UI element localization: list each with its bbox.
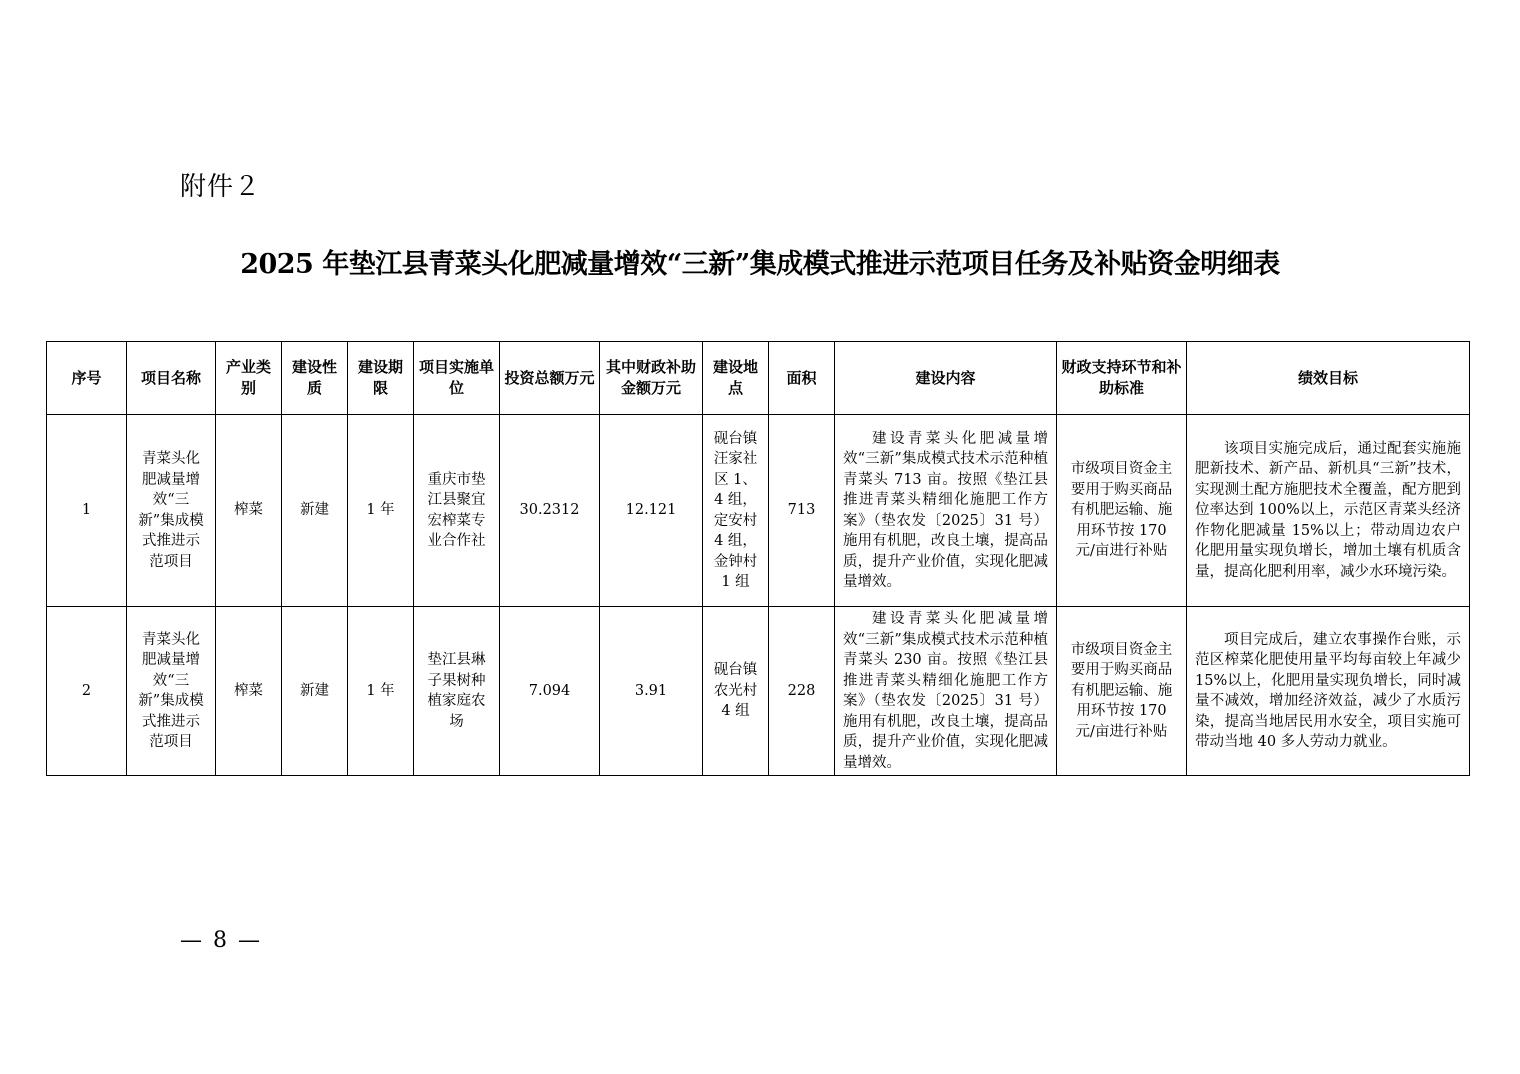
table-row	[47, 415, 1470, 607]
page-number: — 8 —	[180, 928, 262, 953]
cell-content: 建设青菜头化肥减量增效“三新”集成模式技术示范种植青菜头 230 亩。按照《垫江县推进青菜头精细化施肥工作方案》（垫农发〔2025〕31 号）施用有机肥，改良土壤，提高品质，提升产业价值，实现化肥减量增效。	[835, 607, 1057, 776]
cell-no: 2	[47, 607, 127, 776]
cell-period: 1 年	[348, 607, 414, 776]
table-row	[47, 607, 1470, 776]
header-cell-period: 建设期限	[348, 342, 414, 415]
cell-name: 青菜头化肥减量增效“三新”集成模式推进示范项目	[127, 415, 216, 607]
cell-category: 榨菜	[216, 607, 282, 776]
cell-subsidy: 12.121	[600, 415, 703, 607]
cell-nature: 新建	[282, 415, 348, 607]
cell-support: 市级项目资金主要用于购买商品有机肥运输、施用环节按 170 元/亩进行补贴	[1057, 415, 1187, 607]
attachment-label: 附件２	[180, 172, 262, 202]
cell-subsidy: 3.91	[600, 607, 703, 776]
header-cell-support: 财政支持环节和补助标准	[1057, 342, 1187, 415]
cell-investment: 7.094	[500, 607, 600, 776]
cell-area: 713	[769, 415, 835, 607]
cell-unit: 重庆市垫江县聚宜宏榨菜专业合作社	[414, 415, 500, 607]
cell-investment: 30.2312	[500, 415, 600, 607]
header-cell-location: 建设地点	[703, 342, 769, 415]
header-cell-no: 序号	[47, 342, 127, 415]
header-cell-name: 项目名称	[127, 342, 216, 415]
cell-no: 1	[47, 415, 127, 607]
table-header-row	[47, 342, 1470, 415]
header-cell-content: 建设内容	[835, 342, 1057, 415]
cell-goal: 该项目实施完成后，通过配套实施施肥新技术、新产品、新机具“三新”技术，实现测土配方施肥技术全覆盖，配方肥到位率达到 100%以上，示范区青菜头经济作物化肥减量 15%以上；带动周边农户化肥用量实现负增长，增加土壤有机质含量，提高化肥利用率，减少水环境污染。	[1187, 415, 1470, 607]
header-cell-category: 产业类别	[216, 342, 282, 415]
header-cell-investment: 投资总额万元	[500, 342, 600, 415]
cell-support: 市级项目资金主要用于购买商品有机肥运输、施用环节按 170 元/亩进行补贴	[1057, 607, 1187, 776]
header-cell-area: 面积	[769, 342, 835, 415]
cell-content: 建设青菜头化肥减量增效“三新”集成模式技术示范种植青菜头 713 亩。按照《垫江县推进青菜头精细化施肥工作方案》（垫农发〔2025〕31 号）施用有机肥，改良土壤，提高品质，提升产业价值，实现化肥减量增效。	[835, 415, 1057, 607]
header-cell-subsidy: 其中财政补助金额万元	[600, 342, 703, 415]
cell-period: 1 年	[348, 415, 414, 607]
cell-category: 榨菜	[216, 415, 282, 607]
header-cell-goal: 绩效目标	[1187, 342, 1470, 415]
subsidy-detail-table	[46, 341, 1470, 776]
cell-nature: 新建	[282, 607, 348, 776]
cell-goal: 项目完成后，建立农事操作台账，示范区榨菜化肥使用量平均每亩较上年减少 15%以上，化肥用量实现负增长，同时减量不减效，增加经济效益，减少了水质污染，提高当地居民用水安全，项目实施可带动当地 40 多人劳动力就业。	[1187, 607, 1470, 776]
document-title: 2025 年垫江县青菜头化肥减量增效“三新”集成模式推进示范项目任务及补贴资金明细表	[240, 249, 1280, 280]
cell-name: 青菜头化肥减量增效“三新”集成模式推进示范项目	[127, 607, 216, 776]
header-cell-unit: 项目实施单位	[414, 342, 500, 415]
cell-unit: 垫江县琳子果树种植家庭农场	[414, 607, 500, 776]
cell-location: 砚台镇汪家社区 1、4 组，定安村 4 组，金钟村 1 组	[703, 415, 769, 607]
cell-location: 砚台镇农光村 4 组	[703, 607, 769, 776]
header-cell-nature: 建设性质	[282, 342, 348, 415]
cell-area: 228	[769, 607, 835, 776]
